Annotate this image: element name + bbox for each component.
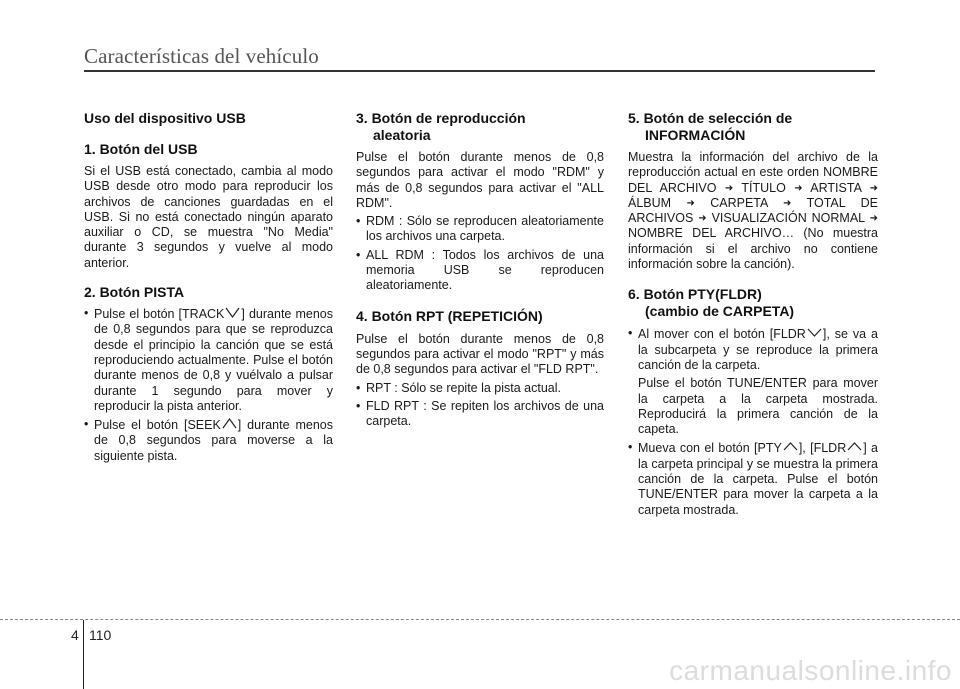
section-main-title: Uso del dispositivo USB (84, 110, 246, 126)
section-title: 2. Botón PISTA (84, 284, 185, 301)
section-info-button (628, 110, 878, 272)
list-item (628, 440, 878, 517)
list-item: • FLD RPT : Se repiten los archivos de una carpeta. (356, 399, 604, 430)
footer-vertical-rule (83, 620, 84, 689)
header-rule (84, 70, 875, 72)
list-item-text: ] a la carpeta principal y se muestra la primera canción de la carpeta. Pulse el botón TUNE/ENTER para mover la carpeta a la carpeta mostrada. (638, 441, 878, 517)
list-item: • RPT : Sólo se repite la pista actual. (356, 381, 604, 396)
list-item-text: ] durante menos de 0,8 segundos para que se reproduzca desde el principio la canción que se está reproduciendo actualmente. Pulse el botón durante menos de 0,8 y vuélvalo a pulsar durante 1 segundo para mover y reproducir la pista anterior. (94, 307, 333, 413)
bullet-list (84, 306, 333, 464)
chevron-up-icon (846, 440, 863, 453)
section-body: Pulse el botón durante menos de 0,8 segundos para activar el modo "RPT" y más de 0,8 segundos para activar el "FLD RPT". (356, 331, 604, 377)
body-text: CARPETA (710, 195, 768, 210)
list-item-text: Al mover con el botón [FLDR (638, 327, 806, 342)
list-item (628, 326, 878, 437)
arrow-right-icon: ➜ (794, 182, 803, 194)
bullet-list (356, 381, 604, 430)
body-text: ÁLBUM (628, 195, 672, 210)
arrow-right-icon: ➜ (869, 213, 878, 225)
column-3 (628, 110, 878, 518)
section-title-line: 3. Botón de reproducción (356, 110, 526, 126)
section-title: 4. Botón RPT (REPETICIÓN) (356, 307, 543, 324)
list-item: • RDM : Sólo se reproducen aleatoriamente los archivos una carpeta. (356, 214, 604, 245)
section-title (628, 110, 878, 144)
arrow-right-icon: ➜ (869, 182, 878, 194)
arrow-right-icon: ➜ (698, 213, 707, 225)
page-number: 110 (89, 627, 112, 643)
chapter-number: 4 (71, 627, 79, 643)
chevron-up-icon (221, 417, 238, 430)
section-title (356, 110, 604, 144)
section-title (628, 286, 878, 320)
list-item-text: Pulse el botón [SEEK (94, 418, 221, 433)
page-header-title: Características del vehículo (84, 44, 319, 68)
body-text: TOTAL DE ARCHIVOS (628, 195, 878, 226)
list-item-subtext: Pulse el botón TUNE/ENTER para mover la carpeta a la carpeta mostrada. Reproducirá la primera canción de la capeta. (638, 376, 878, 437)
section-title: 1. Botón del USB (84, 141, 198, 157)
list-item (84, 417, 333, 464)
section-usb-button (84, 141, 333, 271)
chevron-down-icon (224, 306, 241, 319)
section-title-line: INFORMACIÓN (645, 127, 746, 143)
section-body (628, 150, 878, 272)
section-title-line: 6. Botón PTY(FLDR) (628, 286, 762, 303)
list-item-text: ], [FLDR (798, 441, 847, 456)
section-body: Si el USB está conectado, cambia al modo USB desde otro modo para reproducir los archivos de canciones guardadas en el USB. Si no está conectado ningún aparato auxiliar o CD, se muestra "No Media" durante 3 segundos y vuelve al modo anterior. (84, 164, 333, 270)
section-random-button (356, 110, 604, 294)
column-2 (356, 110, 604, 429)
body-text: ARTISTA (810, 180, 862, 195)
section-title-line: (cambio de CARPETA) (645, 303, 795, 320)
footer-dashed-rule (0, 619, 960, 620)
body-text: NOMBRE DEL ARCHIVO… (No muestra información si el archivo no contiene información sobre la canción). (628, 226, 878, 272)
section-title-line: aleatoria (373, 127, 431, 143)
section-body: Pulse el botón durante menos de 0,8 segundos para activar el modo "RDM" y más de 0,8 segundos para activar el "ALL RDM". (356, 150, 604, 210)
body-text: VISUALIZACIÓN NORMAL (711, 211, 865, 226)
column-1 (84, 110, 333, 464)
bullet-list (356, 214, 604, 293)
list-item-text: ] durante menos de 0,8 segundos para moverse a la siguiente pista. (94, 418, 333, 463)
arrow-right-icon: ➜ (724, 182, 734, 194)
list-item: • ALL RDM : Todos los archivos de una memoria USB se reproducen aleatoriamente. (356, 248, 604, 294)
section-track-button (84, 284, 333, 464)
list-item-text: ], se va a la subcarpeta y se reproduce la primera canción de la carpeta. (638, 327, 878, 372)
chevron-up-icon (782, 440, 799, 453)
section-title-line: 5. Botón de selección de (628, 110, 793, 126)
list-item-text: Pulse el botón [TRACK (94, 307, 225, 322)
list-item-text: Mueva con el botón [PTY (638, 441, 782, 456)
section-pty-button (628, 286, 878, 518)
watermark: carmanualsonline.info (669, 655, 952, 686)
body-text: Muestra la información del archivo de la reproducción actual en este orden NOMBRE DEL ARCHIVO (628, 150, 878, 195)
arrow-right-icon: ➜ (686, 197, 695, 209)
body-text: TÍTULO (741, 180, 786, 195)
chevron-down-icon (806, 326, 823, 339)
section-rpt-button (356, 308, 604, 430)
list-item (84, 306, 333, 414)
arrow-right-icon: ➜ (783, 197, 792, 209)
bullet-list (628, 326, 878, 518)
